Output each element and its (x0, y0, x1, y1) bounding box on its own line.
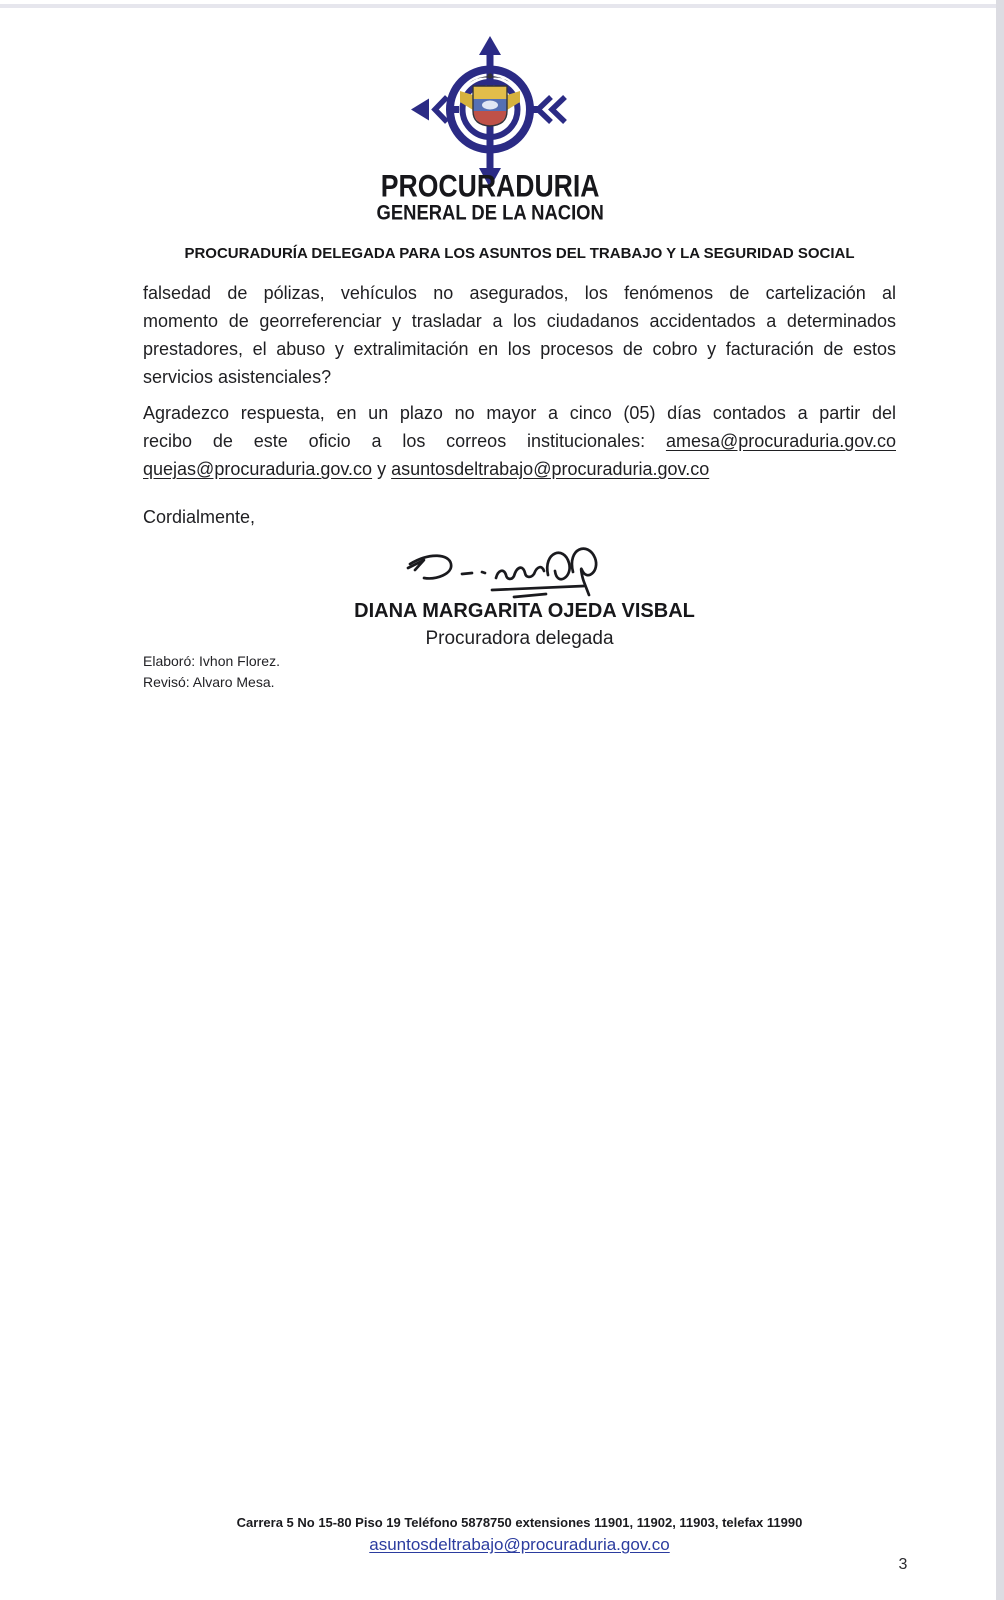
email-underlined-text: quejas@procuraduria.gov.co (143, 459, 373, 479)
text-segment: y (372, 459, 392, 479)
page-number: 3 (898, 1556, 908, 1573)
reviso-note: Revisó: Alvaro Mesa. (143, 674, 275, 690)
text-line (143, 335, 896, 363)
text-segment: prestadores, el abuso y extralimitación en los procesos de cobro y facturación de estos (143, 339, 896, 359)
page-title: PROCURADURÍA DELEGADA PARA LOS ASUNTOS DEL TRABAJO Y LA SEGURIDAD SOCIAL (184, 245, 855, 262)
footer-email-link[interactable]: asuntosdeltrabajo@procuraduria.gov.co (369, 1535, 670, 1554)
signatory-name: DIANA MARGARITA OJEDA VISBAL (354, 600, 695, 622)
footer-address: Carrera 5 No 15-80 Piso 19 Teléfono 5878750 extensiones 11901, 11902, 11903, telefax 11990 (236, 1515, 803, 1530)
text-line (143, 307, 896, 335)
logo-wordmark-line1: PROCURADURIA (380, 167, 600, 204)
text-line (143, 279, 896, 307)
text-segment: momento de georreferenciar y trasladar a los ciudadanos accidentados a determinados (143, 311, 896, 331)
text-line (143, 399, 896, 427)
shield-oval (482, 101, 498, 110)
signatory-title: Procuradora delegada (425, 628, 614, 649)
logo-wordmark-line2: GENERAL DE LA NACION (376, 201, 604, 226)
body-paragraph-1 (143, 279, 896, 391)
logo (0, 36, 992, 225)
text-segment: Agradezco respuesta, en un plazo no mayor a cinco (05) días contados a partir del (143, 403, 896, 423)
email-underlined-text: asuntosdeltrabajo@procuraduria.gov.co (391, 459, 710, 479)
text-segment: servicios asistenciales? (143, 367, 332, 387)
shield-top-band (473, 86, 507, 99)
text-line (143, 427, 896, 455)
page-edge-top (0, 4, 1004, 8)
procuraduria-emblem-icon (405, 36, 575, 188)
text-segment: falsedad de pólizas, vehículos no asegurados, los fenómenos de cartelización al (143, 283, 896, 303)
page-edge-right (996, 0, 1004, 1600)
shield-bottom (473, 111, 507, 126)
body-paragraph-2 (143, 399, 896, 483)
email-underlined-text: amesa@procuraduria.gov.co (665, 431, 896, 451)
elaboro-note: Elaboró: Ivhon Florez. (143, 653, 280, 669)
signature-image (396, 544, 634, 606)
text-segment: recibo de este oficio a los correos institucionales: (143, 431, 666, 451)
closing-text: Cordialmente, (143, 507, 256, 527)
